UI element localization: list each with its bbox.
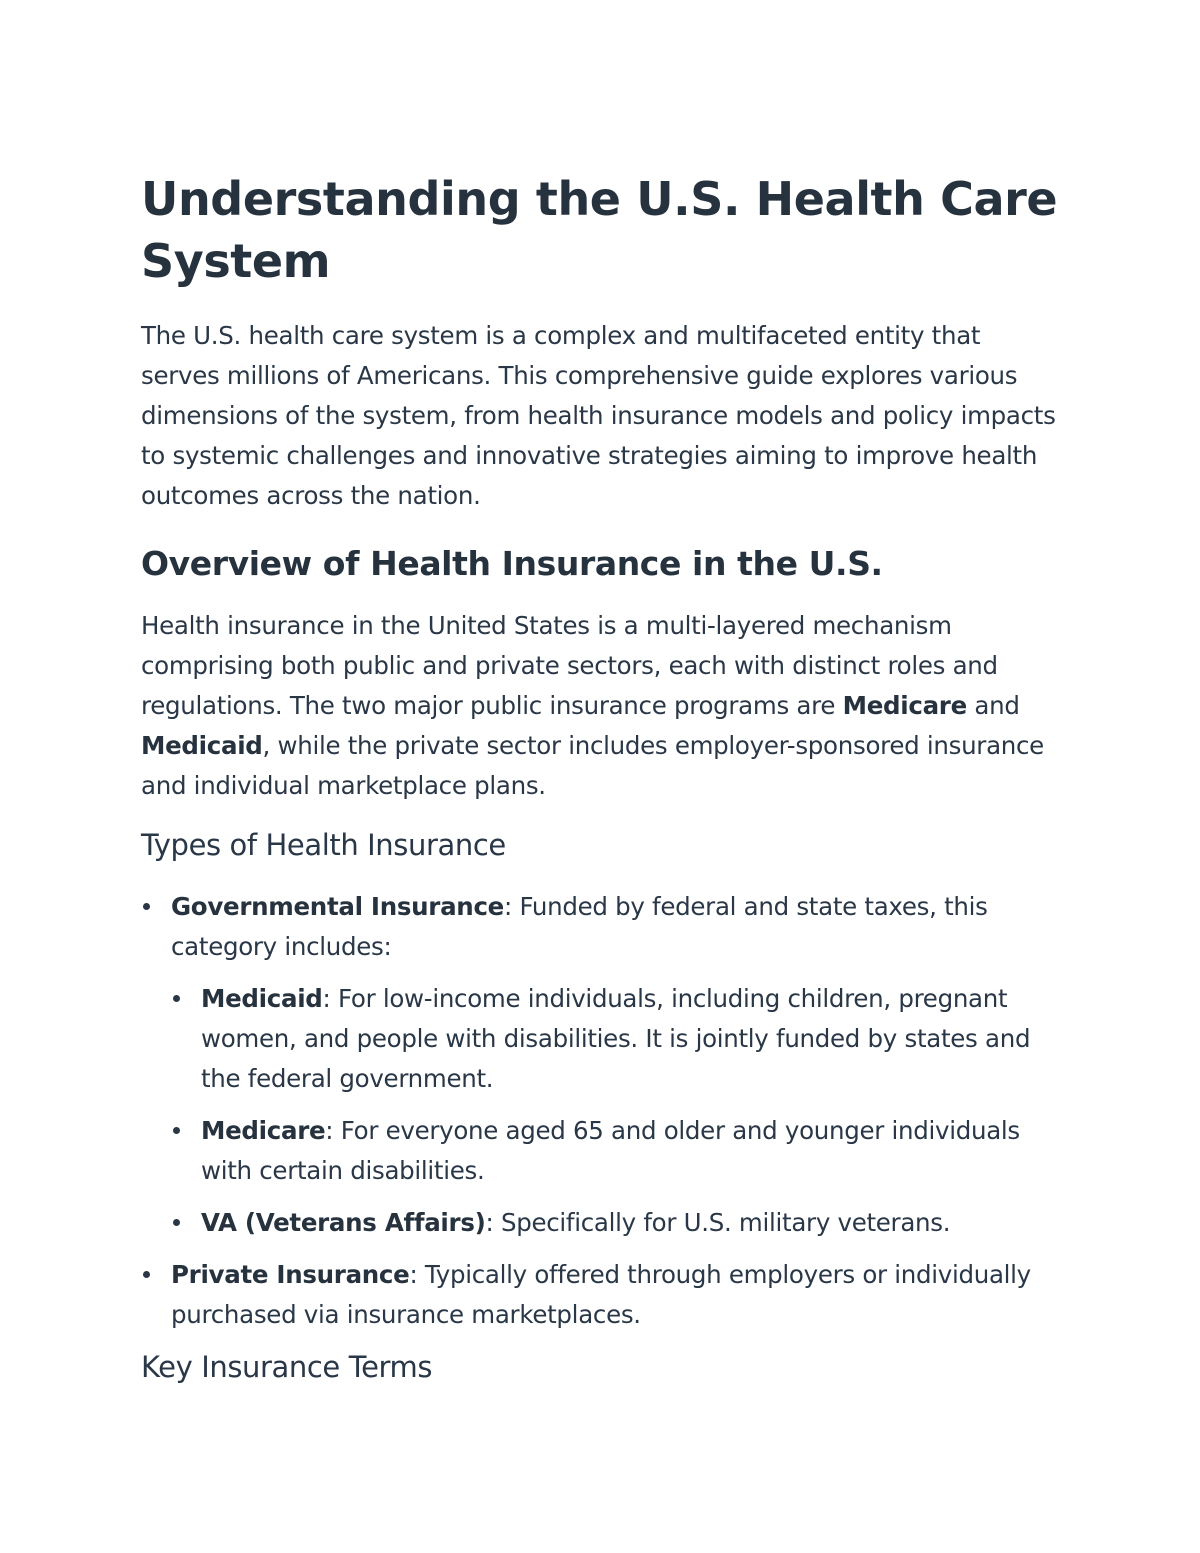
governmental-sublist <box>171 979 1061 1243</box>
term-governmental: Governmental Insurance <box>171 892 504 921</box>
overview-paragraph <box>141 606 1061 806</box>
subheading-types: Types of Health Insurance <box>141 828 506 862</box>
bullet-icon <box>143 1271 150 1278</box>
list-item-text <box>201 1111 1061 1191</box>
overview-bold-medicaid: Medicaid <box>141 731 263 760</box>
sublist-item-medicaid <box>171 979 1061 1099</box>
list-item-private <box>141 1255 1061 1335</box>
overview-text-end: , while the private sector includes employer-sponsored insurance and individual marketplace plans. <box>141 731 1044 800</box>
section-heading-overview: Overview of Health Insurance in the U.S. <box>141 544 883 583</box>
insurance-types-list <box>141 887 1061 1335</box>
subheading-key-terms: Key Insurance Terms <box>141 1350 433 1384</box>
term-medicare: Medicare <box>201 1116 326 1145</box>
bullet-icon <box>173 995 180 1002</box>
desc-medicare: : For everyone aged 65 and older and younger individuals with certain disabilities. <box>201 1116 1020 1185</box>
desc-medicaid: : For low-income individuals, including children, pregnant women, and people with disabilities. It is jointly funded by states and the federal government. <box>201 984 1031 1093</box>
intro-paragraph: The U.S. health care system is a complex and multifaceted entity that serves millions of Americans. This comprehensive guide explores various dimensions of the system, from health insurance models and policy impacts to systemic challenges and innovative strategies aiming to improve health outcomes across the nation. <box>141 321 1056 510</box>
list-item-text <box>171 887 1061 967</box>
term-medicaid: Medicaid <box>201 984 323 1013</box>
sublist-item-medicare <box>171 1111 1061 1191</box>
desc-governmental: : Funded by federal and state taxes, this category includes: <box>171 892 988 961</box>
document-page <box>141 168 1061 1387</box>
desc-va: : Specifically for U.S. military veterans. <box>485 1208 951 1237</box>
overview-text-mid: and <box>966 691 1020 720</box>
list-item-text <box>201 979 1061 1099</box>
page-title: Understanding the U.S. Health Care System <box>141 172 1058 288</box>
desc-private: : Typically offered through employers or individually purchased via insurance marketplaces. <box>171 1260 1031 1329</box>
bullet-icon <box>173 1127 180 1134</box>
overview-bold-medicare: Medicare <box>842 691 967 720</box>
term-private: Private Insurance <box>171 1260 410 1289</box>
list-item-text <box>171 1255 1061 1335</box>
list-item-governmental <box>141 887 1061 1243</box>
bullet-icon <box>173 1219 180 1226</box>
overview-text-start: Health insurance in the United States is a multi-layered mechanism comprising both public and private sectors, each with distinct roles and regulations. The two major public insurance programs are <box>141 611 998 720</box>
sublist-item-va <box>171 1203 1061 1243</box>
bullet-icon <box>143 903 150 910</box>
list-item-text <box>201 1203 1061 1243</box>
term-va: VA (Veterans Affairs) <box>201 1208 486 1237</box>
